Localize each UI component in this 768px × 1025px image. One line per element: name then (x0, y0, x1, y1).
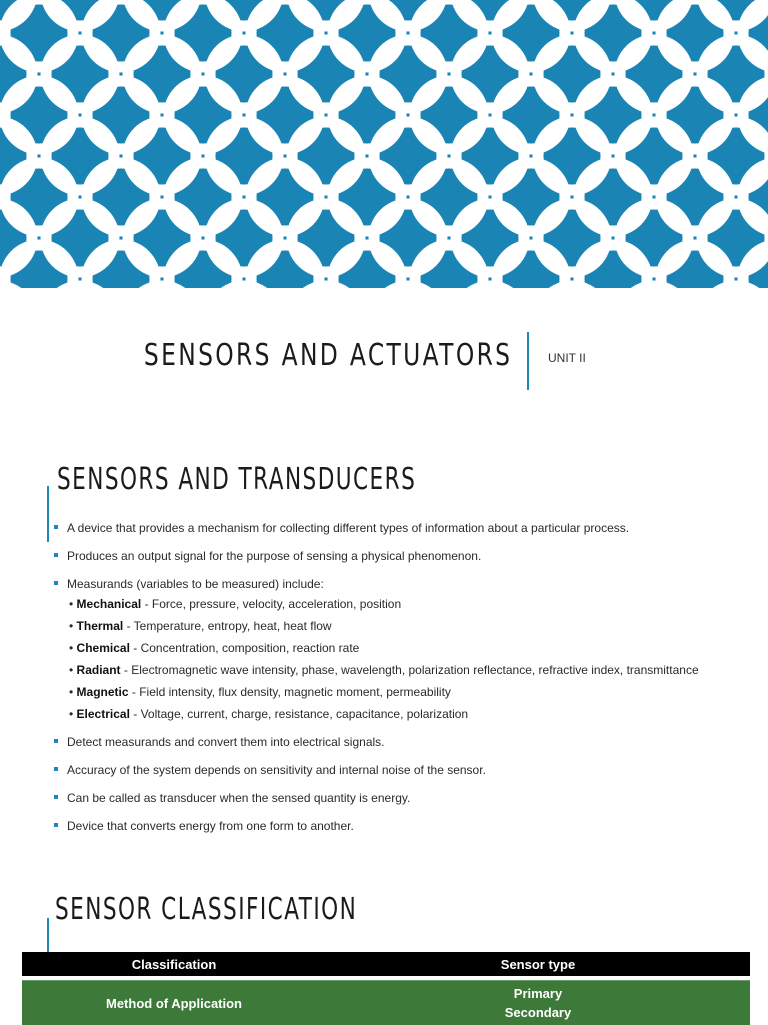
list-item: Accuracy of the system depends on sensitivity and internal noise of the sensor. (52, 762, 724, 778)
section-title-sensor-classification: SENSOR CLASSIFICATION (55, 892, 358, 927)
measurand-desc: - Voltage, current, charge, resistance, capacitance, polarization (129, 707, 469, 721)
list-item: Produces an output signal for the purpose of sensing a physical phenomenon. (52, 548, 724, 564)
table-cell-sensor-types (326, 984, 750, 1022)
title-section (0, 288, 768, 418)
measurand-desc: - Concentration, composition, reaction rate (129, 641, 360, 655)
measurand-desc: - Temperature, entropy, heat, heat flow (123, 619, 332, 633)
sensor-type: Primary (513, 986, 563, 1001)
measurand-term: Chemical (76, 641, 130, 655)
measurand-item: • Chemical - Concentration, composition, reaction rate (69, 641, 360, 655)
list-item: Measurands (variables to be measured) include: (52, 576, 724, 592)
unit-label: UNIT II (548, 351, 586, 365)
table-row (22, 980, 750, 1025)
table-cell-classification: Method of Application (106, 995, 242, 1011)
list-item: Device that converts energy from one form to another. (52, 818, 724, 834)
list-item: Detect measurands and convert them into electrical signals. (52, 734, 724, 750)
table-header (22, 952, 750, 976)
section-title-sensors-transducers: SENSORS AND TRANSDUCERS (57, 462, 417, 497)
measurand-item: • Thermal - Temperature, entropy, heat, heat flow (69, 619, 332, 633)
measurand-term: Mechanical (76, 597, 142, 611)
list-item: A device that provides a mechanism for collecting different types of information about a particular process. (52, 520, 724, 536)
measurand-item: • Magnetic - Field intensity, flux density, magnetic moment, permeability (69, 685, 451, 699)
measurand-term: Electrical (76, 707, 130, 721)
measurand-desc: - Electromagnetic wave intensity, phase, wavelength, polarization reflectance, refractive index, transmittance (120, 663, 699, 677)
measurand-item: • Radiant - Electromagnetic wave intensity, phase, wavelength, polarization reflectance, refractive index, transmittance (69, 663, 699, 677)
sensor-type: Secondary (504, 1005, 572, 1020)
decorative-banner (0, 0, 768, 288)
measurand-term: Radiant (76, 663, 121, 677)
header-sensor-type: Sensor type (500, 956, 576, 972)
section-accent-bar (47, 486, 49, 542)
list-item: Can be called as transducer when the sensed quantity is energy. (52, 790, 724, 806)
measurand-desc: - Force, pressure, velocity, acceleration, position (141, 597, 402, 611)
title-divider (527, 332, 529, 390)
section-accent-bar (47, 918, 49, 952)
measurands-list (69, 596, 724, 722)
measurand-desc: - Field intensity, flux density, magnetic moment, permeability (128, 685, 451, 699)
measurand-term: Thermal (76, 619, 124, 633)
header-classification: Classification (131, 956, 217, 972)
measurand-item: • Electrical - Voltage, current, charge, resistance, capacitance, polarization (69, 707, 469, 721)
page-title: SENSORS AND ACTUATORS (143, 338, 512, 373)
measurand-term: Magnetic (76, 685, 129, 699)
ring-pattern-icon (0, 0, 768, 288)
measurand-item: • Mechanical - Force, pressure, velocity, acceleration, position (69, 597, 402, 611)
classification-table (22, 952, 750, 1025)
bullet-list (52, 520, 724, 846)
